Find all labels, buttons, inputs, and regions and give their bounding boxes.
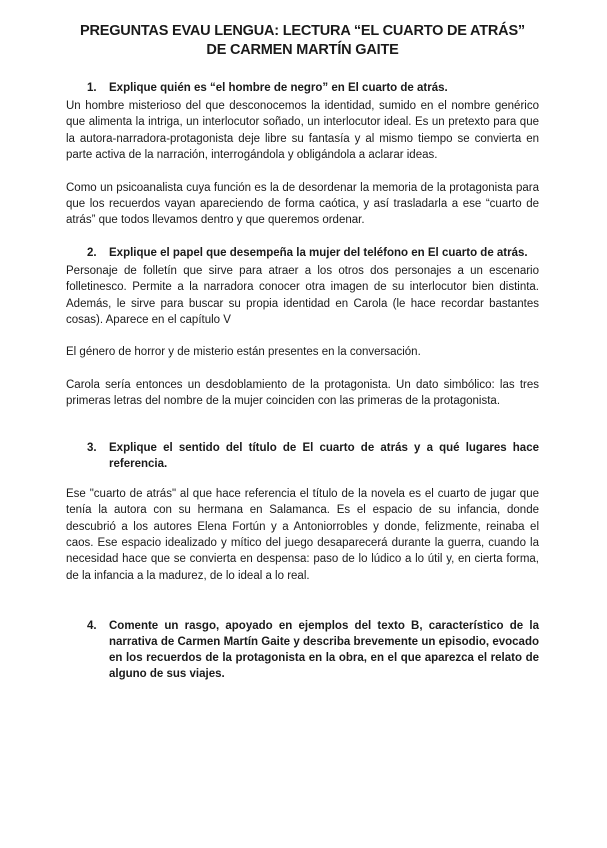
- question-section-3: [66, 440, 539, 584]
- question-number: 1.: [87, 82, 97, 94]
- question-heading-3: [66, 440, 539, 472]
- answer-paragraph: El género de horror y de misterio están presentes en la conversación.: [66, 346, 421, 359]
- question-section-4: [66, 618, 539, 682]
- question-section-2: [66, 245, 539, 410]
- question-number: 3.: [87, 441, 97, 454]
- question-text: Explique el sentido del título de El cuarto de atrás y a qué lugares hace referencia.: [109, 441, 539, 470]
- title-line-1: PREGUNTAS EVAU LENGUA: LECTURA “EL CUARTO DE ATRÁS”: [80, 23, 525, 39]
- answer-paragraph: Personaje de folletín que sirve para atraer a los otros dos personajes a un escenario folletinesco. Permite a la narradora conocer otra imagen de su interlocutor bien distinta. Además, le sirve para buscar su propia identidad en Carola (le hace recordar bastantes cosas). Aparece en el capítulo V: [66, 264, 539, 327]
- title-line-2: DE CARMEN MARTÍN GAITE: [206, 42, 399, 58]
- answer-paragraph: Carola sería entonces un desdoblamiento de la protagonista. Un dato simbólico: las tres primeras letras del nombre de la mujer coinciden con las primeras de la protagonista.: [66, 378, 539, 408]
- question-text: Comente un rasgo, apoyado en ejemplos del texto B, característico de la narrativa de Carmen Martín Gaite y describa brevemente un episodio, evocado en los recuerdos de la protagonista en la obra, en el que aparezca el relato de alguno de sus viajes.: [109, 620, 539, 681]
- question-heading-1: [66, 80, 539, 96]
- question-heading-4: [66, 618, 539, 682]
- question-text: Explique quién es “el hombre de negro” en El cuarto de atrás.: [109, 82, 448, 94]
- question-section-1: [66, 80, 539, 229]
- answer-paragraph: Ese "cuarto de atrás" al que hace referencia el título de la novela es el cuarto de jugar que tenía la autora con su hermana en Salamanca. Es el espacio de su infancia, donde descubrió a los autores Elena Fortún y a Antoniorrobles y donde, felizmente, reinaba el caos. Ese espacio idealizado y mítico del juego desaparecerá durante la guerra, cuando la necesidad hace que se convierta en despensa: paso de lo lúdico a lo útil y, en cierta forma, de la infancia a la madurez, de lo ideal a lo real.: [66, 487, 539, 582]
- question-number: 2.: [87, 246, 97, 259]
- question-number: 4.: [87, 620, 97, 633]
- question-text: Explique el papel que desempeña la mujer del teléfono en El cuarto de atrás.: [109, 246, 528, 259]
- answer-paragraph: Un hombre misterioso del que desconocemos la identidad, sumido en el nombre genérico que alimenta la intriga, un interlocutor soñado, un interlocutor ideal. Es un pretexto para que la autora-narradora-protagonista deje libre su fantasía y al mismo tiempo se convierta en parte activa de la narración, interrogándola y obligándola a aclarar ideas.: [66, 100, 539, 162]
- question-heading-2: [66, 245, 539, 261]
- document-title: [66, 22, 539, 60]
- answer-paragraph: Como un psicoanalista cuya función es la de desordenar la memoria de la protagonista para que los recuerdos vayan apareciendo de forma caótica, y así trasladarla a ese “cuarto de atrás” que todos llevamos dentro y que queremos ordenar.: [66, 181, 539, 227]
